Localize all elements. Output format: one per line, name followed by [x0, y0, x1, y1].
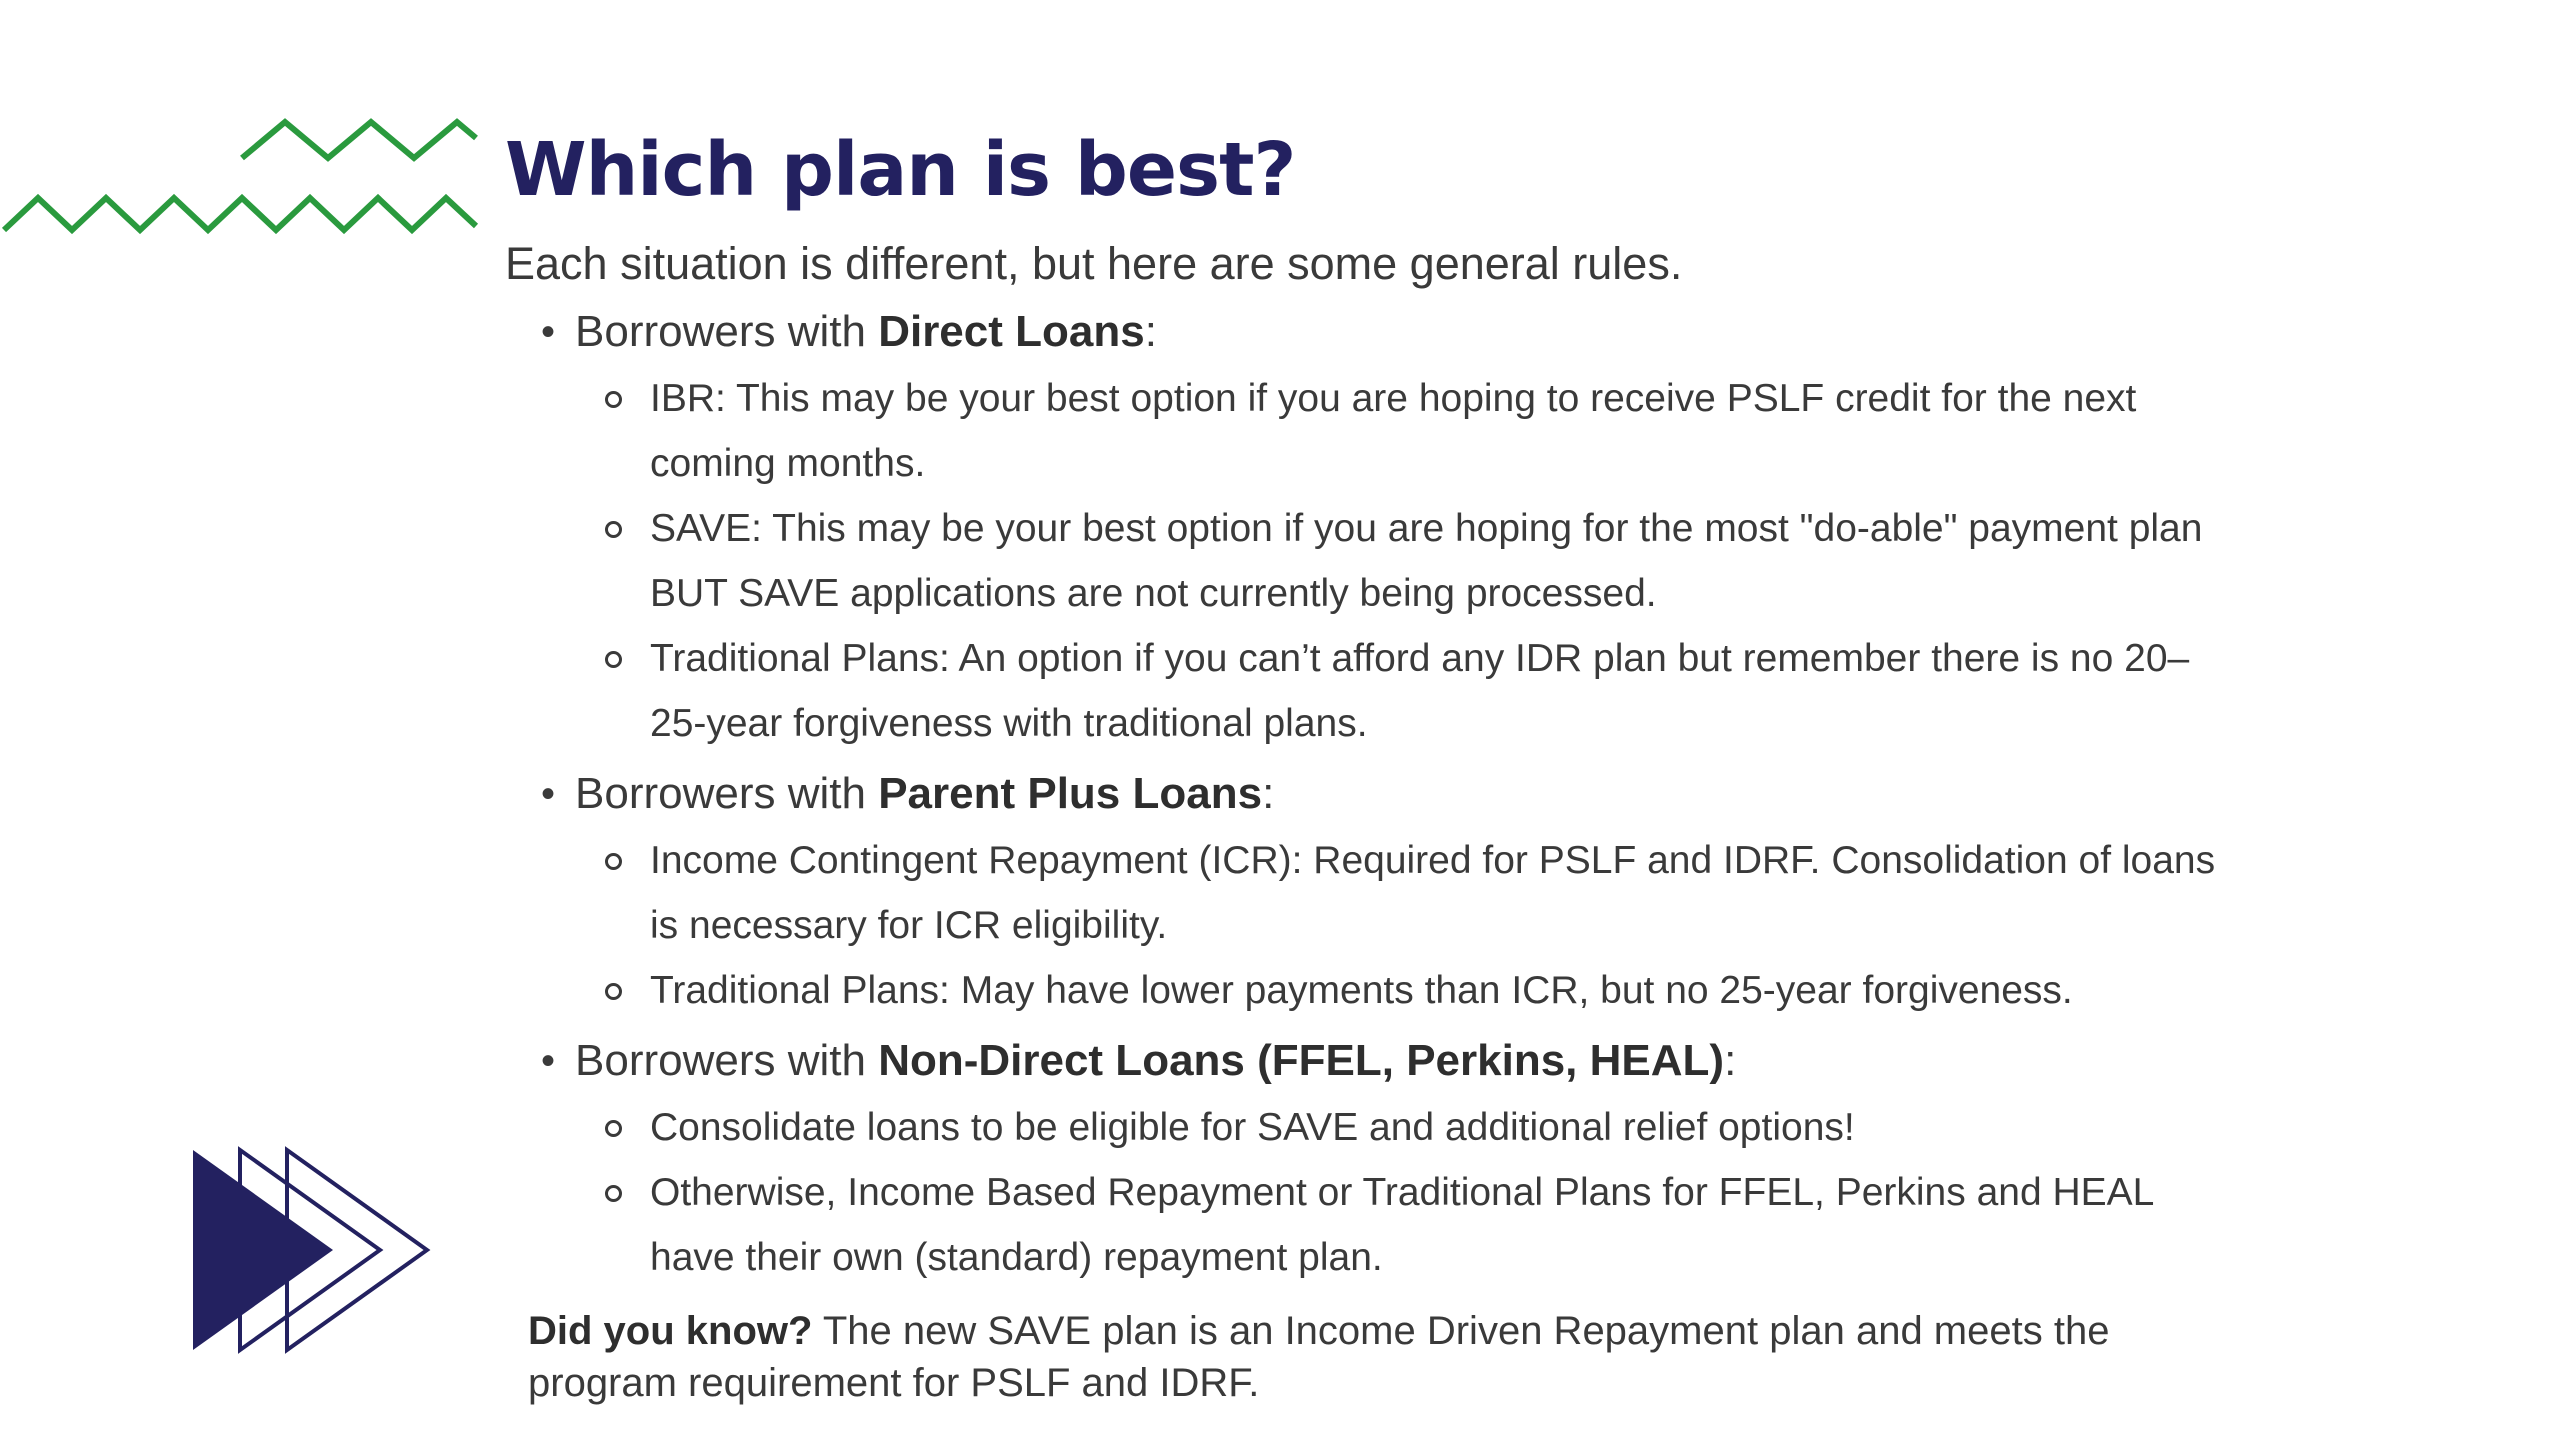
group-heading-suffix: : — [1144, 307, 1157, 356]
bullet-dot-icon: • — [541, 772, 556, 816]
bullet-circle-icon — [605, 1185, 622, 1202]
list-item-text: Otherwise, Income Based Repayment or Traditional Plans for FFEL, Perkins and HEAL have their own (standard) repayment plan. — [650, 1171, 2153, 1279]
group-items-list — [575, 828, 2216, 1023]
list-item — [505, 1095, 2240, 1160]
group-heading-prefix: Borrowers with — [575, 769, 879, 818]
list-item-text: SAVE: This may be your best option if you are hoping for the most "do-able" payment plan BUT SAVE applications are not currently being processed. — [650, 507, 2203, 615]
zigzag-line-top — [242, 122, 476, 158]
group-heading-suffix: : — [1262, 769, 1275, 818]
list-item-text: Traditional Plans: May have lower payments than ICR, but no 25-year forgiveness. — [650, 969, 2073, 1012]
group-heading-loan-type: Non-Direct Loans (FFEL, Perkins, HEAL) — [878, 1036, 1725, 1085]
zigzag-decoration — [0, 110, 480, 250]
group-heading-prefix: Borrowers with — [575, 307, 879, 356]
group-heading-loan-type: Parent Plus Loans — [878, 769, 1263, 818]
list-item — [505, 626, 2240, 756]
main-content — [505, 120, 2216, 1290]
list-item-text: Traditional Plans: An option if you can’t afford any IDR plan but remember there is no 20–25-year forgiveness with traditional plans. — [650, 637, 2190, 745]
borrower-group — [505, 1031, 2205, 1290]
bullet-circle-icon — [605, 983, 622, 1000]
play-arrows-decoration — [185, 1140, 435, 1360]
list-item — [505, 828, 2240, 958]
list-item-text: IBR: This may be your best option if you are hoping to receive PSLF credit for the next coming months. — [650, 377, 2137, 485]
did-you-know-text: The new SAVE plan is an Income Driven Repayment plan and meets the program requirement for PSLF and IDRF. — [528, 1309, 2110, 1405]
bullet-circle-icon — [605, 391, 622, 408]
bullet-circle-icon — [605, 853, 622, 870]
list-item — [505, 1160, 2240, 1290]
group-heading-suffix: : — [1724, 1036, 1737, 1085]
zigzag-line-bottom — [4, 198, 476, 230]
did-you-know-note — [528, 1305, 2228, 1409]
group-items-list — [575, 1095, 2205, 1290]
bullet-circle-icon — [605, 521, 622, 538]
intro-text: Each situation is different, but here are some general rules. — [505, 238, 1683, 289]
solid-arrow-icon — [193, 1150, 333, 1350]
borrower-group — [505, 764, 2216, 1023]
list-item — [505, 366, 2240, 496]
group-items-list — [575, 366, 2205, 756]
bullet-dot-icon: • — [541, 310, 556, 354]
list-item — [505, 958, 2240, 1023]
borrower-group — [505, 302, 2205, 756]
bullet-circle-icon — [605, 1120, 622, 1137]
group-heading-prefix: Borrowers with — [575, 1036, 879, 1085]
list-item — [505, 496, 2240, 626]
list-item-text: Income Contingent Repayment (ICR): Required for PSLF and IDRF. Consolidation of loans is necessary for ICR eligibility. — [650, 839, 2216, 947]
bullet-circle-icon — [605, 651, 622, 668]
group-heading-loan-type: Direct Loans — [878, 307, 1145, 356]
did-you-know-label: Did you know? — [528, 1309, 813, 1353]
list-item-text: Consolidate loans to be eligible for SAVE and additional relief options! — [650, 1106, 1855, 1149]
page-title: Which plan is best? — [505, 127, 1296, 213]
bullet-dot-icon: • — [541, 1039, 556, 1083]
rules-list — [505, 302, 2216, 1290]
